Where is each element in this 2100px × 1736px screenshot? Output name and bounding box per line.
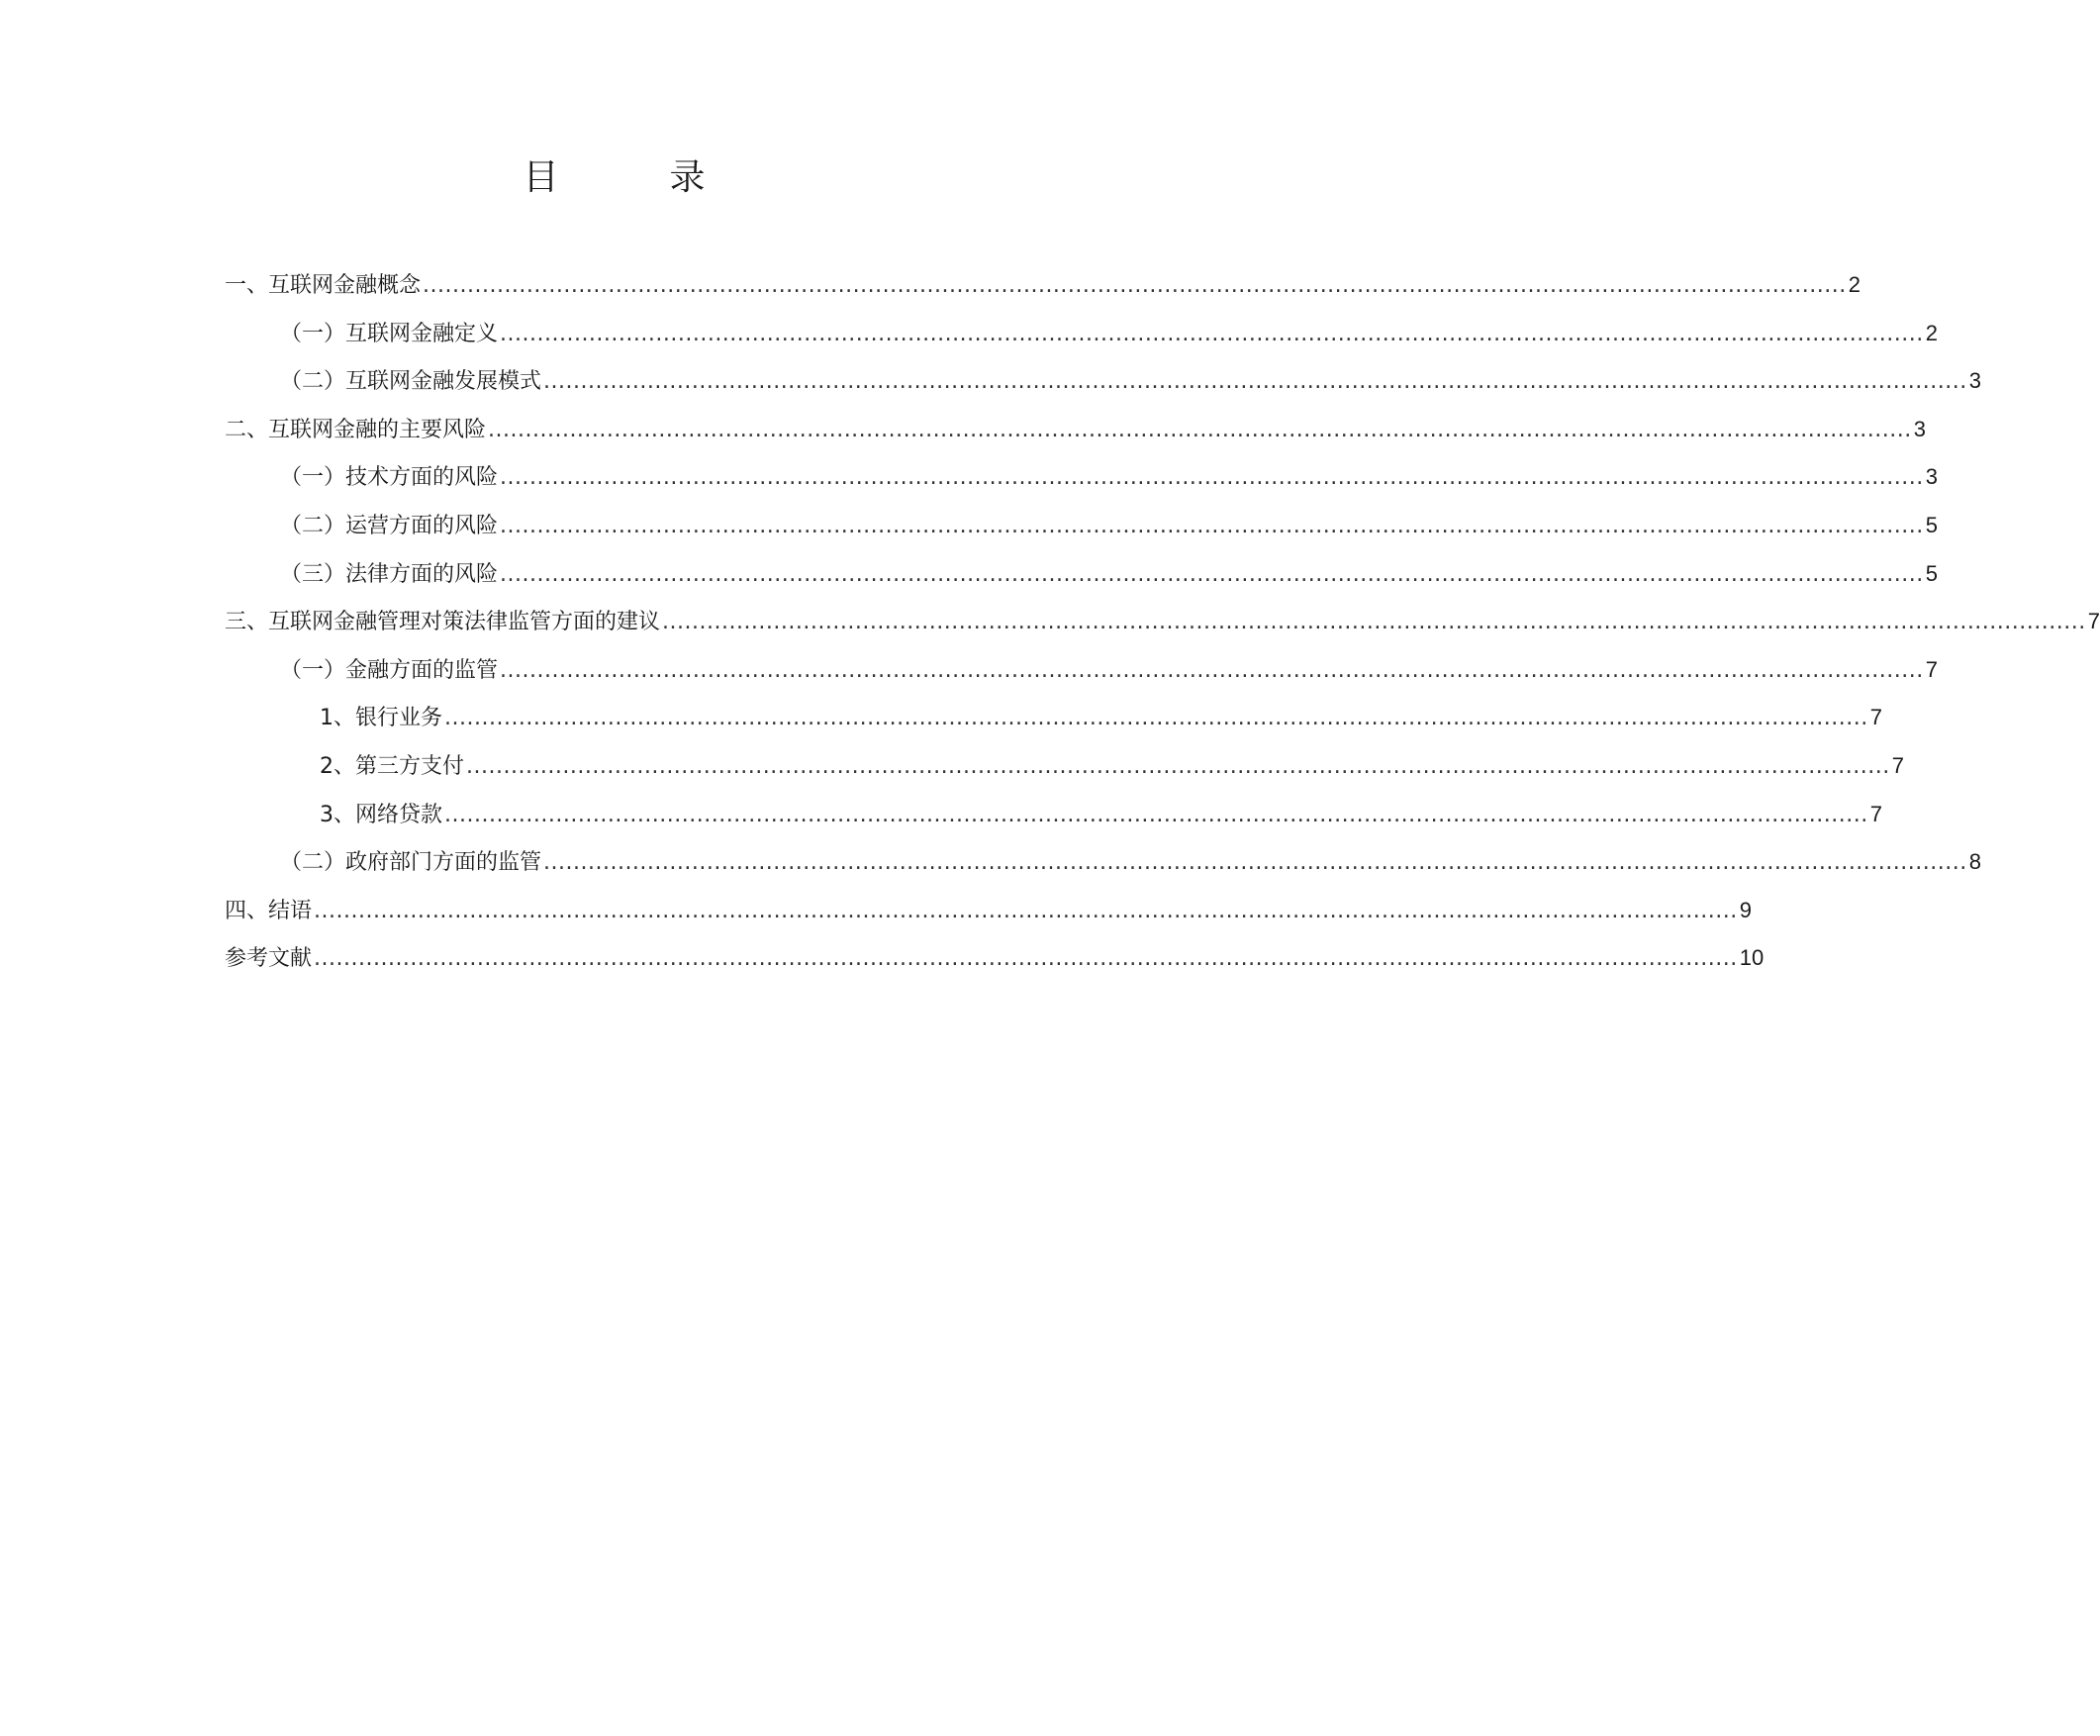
toc-leader-dots: ................................................................................................................................................................................................ bbox=[314, 898, 1738, 923]
toc-leader-dots: ................................................................................................................................................................................................ bbox=[488, 417, 1912, 442]
toc-entry[interactable] bbox=[225, 550, 1938, 599]
toc-entry[interactable] bbox=[225, 887, 1752, 935]
toc-entry[interactable] bbox=[225, 646, 1938, 695]
toc-page-number: 7 bbox=[1891, 752, 1904, 778]
toc-entry[interactable] bbox=[225, 838, 1981, 887]
toc-leader-dots: ................................................................................................................................................................................................ bbox=[444, 802, 1868, 827]
toc-page-number: 8 bbox=[1968, 849, 1981, 875]
toc-page-number: 3 bbox=[1913, 416, 1926, 441]
toc-page-number: 7 bbox=[1869, 801, 1882, 826]
toc-page-number: 7 bbox=[1869, 705, 1882, 730]
toc-entry[interactable] bbox=[225, 694, 1882, 742]
toc-entry[interactable] bbox=[225, 742, 1904, 791]
toc-entry-label: （一）互联网金融定义 bbox=[280, 321, 499, 346]
toc-entry[interactable] bbox=[225, 934, 1765, 983]
toc-entry-label: 1、银行业务 bbox=[320, 706, 442, 731]
toc-entry[interactable] bbox=[225, 598, 2100, 646]
toc-leader-dots: ................................................................................................................................................................................................ bbox=[543, 850, 1967, 876]
toc-entry[interactable] bbox=[225, 406, 1926, 454]
toc-entry-label: （二）政府部门方面的监管 bbox=[280, 850, 542, 876]
toc-entry-label: 三、互联网金融管理对策法律监管方面的建议 bbox=[225, 610, 661, 635]
toc-entry-label: 参考文献 bbox=[225, 946, 313, 972]
toc-page-number: 2 bbox=[1925, 320, 1938, 345]
toc-entry[interactable] bbox=[225, 502, 1938, 550]
toc-page-number: 5 bbox=[1925, 560, 1938, 586]
toc-leader-dots: ................................................................................................................................................................................................ bbox=[500, 321, 1924, 346]
toc-leader-dots: ................................................................................................................................................................................................ bbox=[500, 657, 1924, 683]
page-title: 目 录 bbox=[523, 157, 743, 198]
toc-page-number: 5 bbox=[1925, 512, 1938, 537]
toc-entry-label: 2、第三方支付 bbox=[320, 753, 464, 779]
toc-leader-dots: ................................................................................................................................................................................................ bbox=[543, 369, 1967, 395]
toc-page-number: 7 bbox=[2087, 609, 2100, 634]
toc-leader-dots: ................................................................................................................................................................................................ bbox=[423, 273, 1847, 298]
toc-entry-label: （一）金融方面的监管 bbox=[280, 657, 499, 683]
toc-entry-label: 一、互联网金融概念 bbox=[225, 273, 422, 298]
table-of-contents bbox=[225, 261, 2100, 983]
toc-leader-dots: ................................................................................................................................................................................................ bbox=[444, 706, 1868, 731]
toc-entry[interactable] bbox=[225, 453, 1938, 502]
toc-entry[interactable] bbox=[225, 310, 1938, 358]
toc-entry-label: （一）技术方面的风险 bbox=[280, 465, 499, 491]
toc-entry[interactable] bbox=[225, 261, 1861, 310]
toc-entry-label: 3、网络贷款 bbox=[320, 802, 442, 827]
toc-page-number: 10 bbox=[1739, 945, 1765, 971]
toc-entry[interactable] bbox=[225, 791, 1882, 839]
toc-page-number: 9 bbox=[1739, 897, 1752, 922]
toc-entry-label: （二）互联网金融发展模式 bbox=[280, 369, 542, 395]
toc-entry-label: 二、互联网金融的主要风险 bbox=[225, 417, 487, 442]
toc-page-number: 3 bbox=[1925, 464, 1938, 490]
toc-leader-dots: ................................................................................................................................................................................................ bbox=[500, 513, 1924, 538]
toc-leader-dots: ................................................................................................................................................................................................ bbox=[662, 610, 2086, 635]
toc-leader-dots: ................................................................................................................................................................................................ bbox=[314, 946, 1738, 972]
toc-leader-dots: ................................................................................................................................................................................................ bbox=[500, 561, 1924, 587]
toc-entry-label: （三）法律方面的风险 bbox=[280, 561, 499, 587]
toc-entry-label: （二）运营方面的风险 bbox=[280, 513, 499, 538]
toc-page-number: 7 bbox=[1925, 656, 1938, 682]
toc-leader-dots: ................................................................................................................................................................................................ bbox=[466, 753, 1890, 779]
toc-entry[interactable] bbox=[225, 357, 1981, 406]
toc-entry-label: 四、结语 bbox=[225, 898, 313, 923]
toc-leader-dots: ................................................................................................................................................................................................ bbox=[500, 465, 1924, 491]
toc-page-number: 3 bbox=[1968, 368, 1981, 394]
toc-page-number: 2 bbox=[1848, 272, 1861, 297]
